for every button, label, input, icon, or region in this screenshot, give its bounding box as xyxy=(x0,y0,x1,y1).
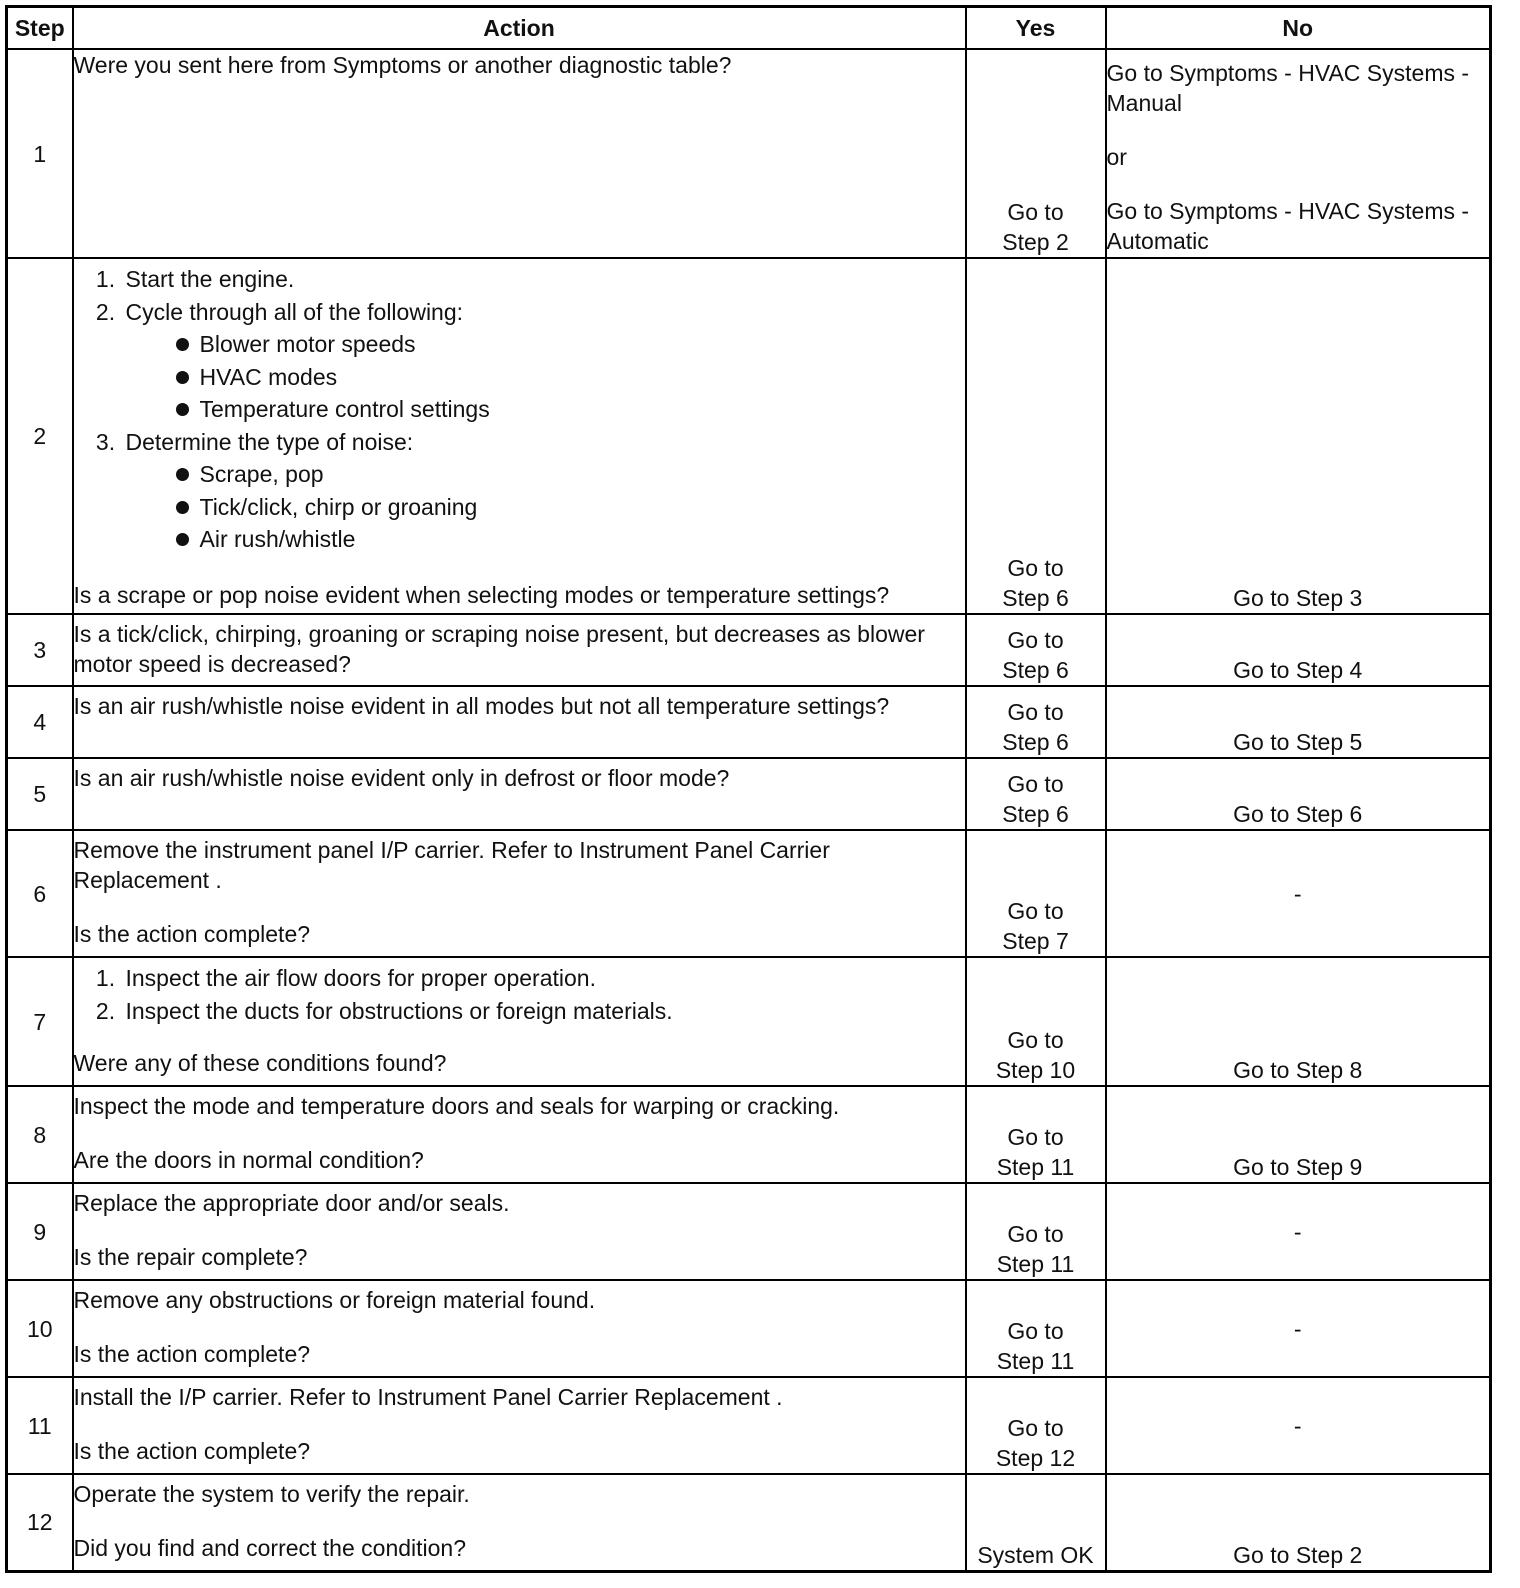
step-number: 1 xyxy=(7,49,73,258)
bullet-item: Temperature control settings xyxy=(176,393,965,426)
yes-line: Go to xyxy=(1007,771,1064,797)
question-text: Were you sent here from Symptoms or another diagnostic table? xyxy=(73,52,732,78)
yes-line: Go to xyxy=(1007,1318,1064,1344)
action-cell xyxy=(73,1280,966,1377)
yes-line: Go to xyxy=(1007,1415,1064,1441)
yes-line: Step 10 xyxy=(995,1057,1076,1083)
bullet-item: Tick/click, chirp or groaning xyxy=(176,491,965,524)
header-step: Step xyxy=(7,7,73,50)
instruction-text: Install the I/P carrier. Refer to Instrument Panel Carrier Replacement . xyxy=(73,1384,783,1410)
yes-cell xyxy=(966,614,1106,686)
step-number: 11 xyxy=(7,1377,73,1474)
no-cell: - xyxy=(1106,1280,1491,1377)
no-option-manual: Go to Symptoms - HVAC Systems - Manual xyxy=(1106,60,1470,116)
bullet-item: HVAC modes xyxy=(176,361,965,394)
step-number: 10 xyxy=(7,1280,73,1377)
no-cell: Go to Step 9 xyxy=(1106,1086,1491,1183)
action-cell xyxy=(73,49,966,258)
table-row xyxy=(7,1377,1491,1474)
table-row xyxy=(7,830,1491,957)
yes-line: Go to xyxy=(1007,627,1064,653)
table-row xyxy=(7,1280,1491,1377)
action-cell xyxy=(73,686,966,758)
no-cell: Go to Step 8 xyxy=(1106,957,1491,1086)
question-text: Is a tick/click, chirping, groaning or scraping noise present, but decreases as blower motor speed is decreased? xyxy=(73,621,925,677)
action-cell xyxy=(73,1474,966,1571)
table-row xyxy=(7,1086,1491,1183)
no-cell xyxy=(1106,49,1491,258)
instruction-item: 1. Inspect the air flow doors for proper operation. xyxy=(122,962,965,995)
step-number: 4 xyxy=(7,686,73,758)
table-row xyxy=(7,686,1491,758)
header-no: No xyxy=(1106,7,1491,50)
bullet-item: Blower motor speeds xyxy=(176,328,965,361)
yes-line: Step 7 xyxy=(1002,928,1069,954)
question-text: Is the action complete? xyxy=(73,921,311,947)
action-cell xyxy=(73,258,966,614)
yes-line: Go to xyxy=(1007,1221,1064,1247)
yes-line: Go to xyxy=(1007,1124,1064,1150)
question-text: Is the repair complete? xyxy=(73,1244,308,1270)
question-text: Is a scrape or pop noise evident when selecting modes or temperature settings? xyxy=(73,581,890,608)
question-text: Are the doors in normal condition? xyxy=(73,1147,424,1173)
table-row xyxy=(7,1183,1491,1280)
yes-cell xyxy=(966,686,1106,758)
question-text: Is an air rush/whistle noise evident in all modes but not all temperature settings? xyxy=(73,693,890,719)
no-or-text: or xyxy=(1106,144,1127,170)
instruction-text: Inspect the mode and temperature doors and seals for warping or cracking. xyxy=(73,1093,840,1119)
header-yes: Yes xyxy=(966,7,1106,50)
question-text: Did you find and correct the condition? xyxy=(73,1535,467,1561)
yes-line: Go to xyxy=(1007,898,1064,924)
step-number: 2 xyxy=(7,258,73,614)
yes-line: System OK xyxy=(977,1541,1094,1568)
no-cell: Go to Step 6 xyxy=(1106,758,1491,830)
question-text: Is the action complete? xyxy=(73,1341,311,1367)
bullet-list xyxy=(126,328,965,426)
instruction-list xyxy=(74,263,965,556)
no-cell: Go to Step 2 xyxy=(1106,1474,1491,1571)
yes-line: Step 6 xyxy=(1002,657,1069,683)
yes-line: Step 6 xyxy=(1002,801,1069,827)
yes-line: Step 12 xyxy=(995,1445,1076,1471)
table-row xyxy=(7,49,1491,258)
yes-line: Step 11 xyxy=(996,1154,1075,1180)
step-number: 7 xyxy=(7,957,73,1086)
table-row xyxy=(7,614,1491,686)
yes-cell xyxy=(966,758,1106,830)
no-cell: Go to Step 4 xyxy=(1106,614,1491,686)
header-row xyxy=(7,7,1491,50)
yes-line: Go to xyxy=(1007,1027,1064,1053)
yes-cell xyxy=(966,1377,1106,1474)
yes-line: Go to xyxy=(1007,199,1064,225)
action-cell xyxy=(73,1183,966,1280)
table-row xyxy=(7,258,1491,614)
yes-cell xyxy=(966,1086,1106,1183)
yes-cell xyxy=(966,830,1106,957)
question-text: Is the action complete? xyxy=(73,1438,311,1464)
yes-line: Go to xyxy=(1007,699,1064,725)
action-cell xyxy=(73,614,966,686)
instruction-item: 2. Inspect the ducts for obstructions or foreign materials. xyxy=(122,995,965,1028)
no-cell: Go to Step 5 xyxy=(1106,686,1491,758)
table-row xyxy=(7,1474,1491,1571)
table-row xyxy=(7,957,1491,1086)
step-number: 9 xyxy=(7,1183,73,1280)
step-number: 3 xyxy=(7,614,73,686)
no-cell: - xyxy=(1106,1377,1491,1474)
yes-line: Step 6 xyxy=(1002,729,1069,755)
instruction-item: 1. Start the engine. xyxy=(122,263,965,296)
action-cell xyxy=(73,758,966,830)
table-row xyxy=(7,758,1491,830)
step-number: 6 xyxy=(7,830,73,957)
yes-cell xyxy=(966,49,1106,258)
yes-line: Step 2 xyxy=(1002,229,1069,255)
action-cell xyxy=(73,830,966,957)
yes-cell xyxy=(966,1183,1106,1280)
yes-line: Step 6 xyxy=(1002,585,1069,611)
bullet-list xyxy=(126,458,965,556)
yes-cell xyxy=(966,1474,1106,1571)
instruction-text: Operate the system to verify the repair. xyxy=(73,1481,470,1507)
instruction-text: Remove the instrument panel I/P carrier. Refer to Instrument Panel Carrier Replacement . xyxy=(73,837,830,893)
diagnostic-table xyxy=(5,5,1492,1573)
instruction-text: Replace the appropriate door and/or seals. xyxy=(73,1190,510,1216)
yes-cell xyxy=(966,957,1106,1086)
question-text: Is an air rush/whistle noise evident only in defrost or floor mode? xyxy=(73,765,730,791)
no-cell: - xyxy=(1106,1183,1491,1280)
instruction-text: Remove any obstructions or foreign material found. xyxy=(73,1287,596,1313)
no-cell: - xyxy=(1106,830,1491,957)
step-number: 5 xyxy=(7,758,73,830)
instruction-list xyxy=(74,962,965,1027)
action-cell xyxy=(73,1377,966,1474)
action-cell xyxy=(73,957,966,1086)
yes-cell xyxy=(966,1280,1106,1377)
question-text: Were any of these conditions found? xyxy=(73,1050,447,1076)
yes-line: Step 11 xyxy=(996,1348,1075,1374)
yes-cell xyxy=(966,258,1106,614)
yes-line: Step 11 xyxy=(996,1251,1075,1277)
diagnostic-table-container xyxy=(5,5,1492,1573)
bullet-item: Air rush/whistle xyxy=(176,523,965,556)
no-option-automatic: Go to Symptoms - HVAC Systems - Automatic xyxy=(1106,198,1470,254)
yes-line: Go to xyxy=(1007,555,1064,581)
step-number: 12 xyxy=(7,1474,73,1571)
action-cell xyxy=(73,1086,966,1183)
instruction-item: 3. Determine the type of noise: Scrape, pop Tick/click, chirp or groaning Air rush/whistle xyxy=(122,426,965,556)
instruction-item: 2. Cycle through all of the following: Blower motor speeds HVAC modes Temperature control settings xyxy=(122,296,965,426)
header-action: Action xyxy=(73,7,966,50)
bullet-item: Scrape, pop xyxy=(176,458,965,491)
step-number: 8 xyxy=(7,1086,73,1183)
no-cell: Go to Step 3 xyxy=(1106,258,1491,614)
